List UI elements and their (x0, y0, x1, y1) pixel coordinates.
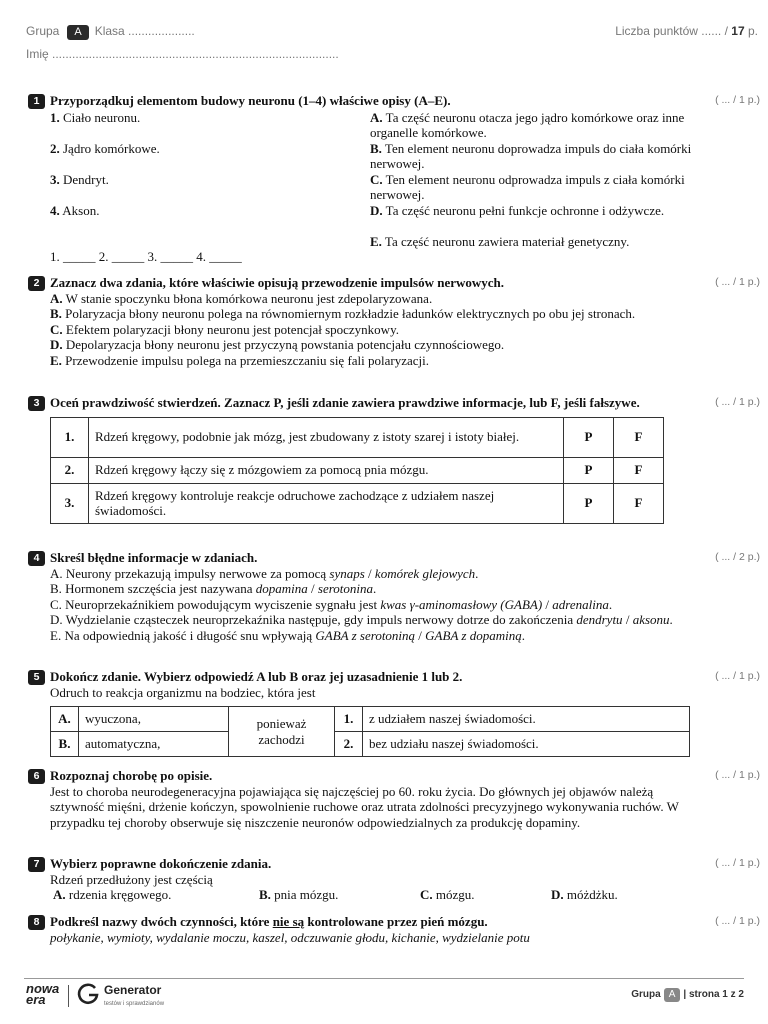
option-a[interactable]: A. rdzenia kręgowego. (53, 887, 172, 902)
task-question: Przyporządkuj elementom budowy neuronu (1–4) właściwe opisy (A–E). (50, 93, 451, 108)
class-field[interactable]: Klasa .................... (94, 24, 195, 38)
option-b-text[interactable]: automatyczna, (79, 732, 229, 757)
footer-group-badge: A (664, 988, 681, 1002)
task-number: 7 (28, 857, 45, 872)
choice[interactable]: dendrytu (576, 612, 623, 627)
option-b[interactable]: B. pnia mózgu. (259, 887, 339, 902)
description-item: D. Ta część neuronu pełni funkcje ochronne i odżywcze. (370, 202, 665, 218)
part-item: 1. Ciało neuronu. (50, 109, 141, 125)
false-cell[interactable]: F (614, 417, 664, 457)
table-row (51, 457, 664, 483)
row-number: 1. (51, 417, 89, 457)
true-cell[interactable]: P (564, 457, 614, 483)
task-question: Rozpoznaj chorobę po opisie. (50, 768, 213, 783)
nowa-era-logo: nowa era (26, 981, 60, 1007)
choice[interactable]: komórek glejowych (374, 565, 476, 581)
task-8 (28, 914, 760, 945)
task-4 (28, 550, 760, 643)
part-item: 2. Jądro komórkowe. (50, 140, 160, 156)
name-field[interactable]: Imię ...................................................................................... (26, 47, 339, 61)
task-2 (28, 275, 760, 368)
table-row (51, 707, 690, 732)
task-number: 4 (28, 551, 45, 566)
option-a-key[interactable]: A. (51, 707, 79, 732)
task-question: Wybierz poprawne dokończenie zdania. (50, 856, 272, 871)
task-points: ( ... / 1 p.) (715, 396, 760, 408)
option-d[interactable]: D. móżdżku. (551, 887, 618, 902)
statement: Rdzeń kręgowy łączy się z mózgowiem za pomocą pnia mózgu. (89, 457, 564, 483)
task-number: 6 (28, 769, 45, 784)
task-points: ( ... / 2 p.) (715, 551, 760, 563)
true-false-table (50, 417, 664, 524)
choice-table (50, 706, 690, 757)
choice[interactable]: GABA z serotoniną (315, 627, 416, 643)
group-label: Grupa (26, 24, 60, 38)
points-unit: p. (747, 24, 758, 38)
reason-1-key[interactable]: 1. (335, 707, 363, 732)
option-c[interactable]: C. Efektem polaryzacji błony neuronu jest potencjał spoczynkowy. (50, 321, 399, 337)
task-number: 1 (28, 94, 45, 109)
task-number: 2 (28, 276, 45, 291)
true-cell[interactable]: P (564, 483, 614, 523)
statement: Rdzeń kręgowy kontroluje reakcje odruchowe zachodzące z udziałem naszej świadomości. (89, 483, 564, 523)
task-points: ( ... / 1 p.) (715, 769, 760, 781)
task-7 (28, 856, 760, 903)
page-footer (24, 978, 744, 1018)
false-cell[interactable]: F (614, 457, 664, 483)
task-3 (28, 395, 760, 524)
task-stem: Odruch to reakcja organizmu na bodziec, która jest (50, 684, 316, 700)
description-item: E. Ta część neuronu zawiera materiał genetyczny. (370, 233, 630, 249)
choice[interactable]: adrenalina (552, 596, 609, 612)
task-question: Podkreśl nazwy dwóch czynności, które nie są kontrolowane przez pień mózgu. (50, 914, 488, 929)
task-points: ( ... / 1 p.) (715, 94, 760, 106)
option-d[interactable]: D. Depolaryzacja błony neuronu jest przyczyną powstania potencjału czynnościowego. (50, 337, 505, 352)
description-item: B. Ten element neuronu doprowadza impuls do ciała komórki nerwowej. (370, 140, 692, 171)
description-item: A. Ta część neuronu otacza jego jądro komórkowe oraz inne organelle komórkowe. (370, 109, 685, 140)
connector: ponieważ zachodzi (229, 707, 335, 757)
points-label: Liczba punktów ...... / (615, 24, 728, 38)
task-question: Skreśl błędne informacje w zdaniach. (50, 550, 258, 565)
option-e[interactable]: E. Przewodzenie impulsu polega na przemieszczaniu się fali polaryzacji. (50, 352, 430, 368)
task-points: ( ... / 1 p.) (715, 670, 760, 682)
generator-logo-subtitle: testów i sprawdzianów (104, 1001, 165, 1007)
logo-divider (68, 985, 69, 1007)
option-a[interactable]: A. W stanie spoczynku błona komórkowa neuronu jest zdepolaryzowana. (50, 290, 433, 306)
answer-line[interactable]: 1. _____ 2. _____ 3. _____ 4. _____ (50, 249, 242, 264)
task-points: ( ... / 1 p.) (715, 915, 760, 927)
choice[interactable]: GABA z dopaminą (425, 627, 522, 643)
table-row (51, 483, 664, 523)
table-row (51, 732, 690, 757)
task-points: ( ... / 1 p.) (715, 857, 760, 869)
reason-2-key[interactable]: 2. (335, 732, 363, 757)
task-stem: Rdzeń przedłużony jest częścią (50, 871, 213, 887)
header-group (26, 24, 195, 40)
descriptions-list (370, 110, 710, 250)
choice[interactable]: dopamina (255, 581, 308, 596)
reason-2-text[interactable]: bez udziału naszej świadomości. (363, 732, 690, 757)
page-info: Grupa A | strona 1 z 2 (631, 989, 744, 1000)
sentence-a: A. Neurony przekazują impulsy nerwowe za pomocą synaps / komórek glejowych. (50, 565, 479, 581)
generator-logo-icon (76, 982, 100, 1006)
sentence-b: B. Hormonem szczęścia jest nazywana dopamina / serotonina. (50, 581, 377, 596)
row-number: 3. (51, 483, 89, 523)
task-question: Dokończ zdanie. Wybierz odpowiedź A lub B oraz jej uzasadnienie 1 lub 2. (50, 669, 463, 684)
choice[interactable]: serotonina (317, 581, 374, 596)
task-question: Oceń prawdziwość stwierdzeń. Zaznacz P, jeśli zdanie zawiera prawdziwe informacje, lub F, jeśli fałszywe. (50, 395, 640, 410)
sentence-d: D. Wydzielanie cząsteczek neuroprzekaźnika następuje, gdy impuls nerwowy dotrze do zakończenia dendrytu / aksonu. (50, 612, 673, 627)
task-6 (28, 768, 760, 830)
choice[interactable]: synaps (329, 565, 365, 581)
description-item: C. Ten element neuronu odprowadza impuls z ciała komórki nerwowej. (370, 171, 685, 202)
task-number: 3 (28, 396, 45, 411)
task-1 (28, 93, 760, 265)
task-points: ( ... / 1 p.) (715, 276, 760, 288)
choice[interactable]: kwas γ-aminomasłowy (GABA) (380, 596, 543, 612)
option-b[interactable]: B. Polaryzacja błony neuronu polega na równomiernym rozkładzie ładunków elektrycznych po obu jej stronach. (50, 306, 636, 321)
option-b-key[interactable]: B. (51, 732, 79, 757)
true-cell[interactable]: P (564, 417, 614, 457)
reason-1-text[interactable]: z udziałem naszej świadomości. (363, 707, 690, 732)
row-number: 2. (51, 457, 89, 483)
task-text: Jest to choroba neurodegeneracyjna pojawiająca się najczęściej po 60. roku życia. Do głównych jej objawów należą sztywność mięśni, drżenie kończyn, spowolnienie ruchowe oraz utrata zdolności precyzyjnego wykonywania ruchów. W przypadku tej choroby obserwuje się niszczenie neuronów odpowiedzialnych za produkcję dopaminy. (50, 783, 679, 830)
option-c[interactable]: C. mózgu. (420, 887, 475, 902)
neuron-parts-list (50, 110, 370, 250)
option-a-text[interactable]: wyuczona, (79, 707, 229, 732)
part-item: 3. Dendryt. (50, 171, 109, 187)
choice[interactable]: aksonu (632, 612, 670, 627)
activity-words[interactable]: połykanie, wymioty, wydalanie moczu, kaszel, odczuwanie głodu, kichanie, wydzielanie potu (50, 929, 530, 945)
sentence-c: C. Neuroprzekaźnikiem powodującym wyciszenie sygnału jest kwas γ-aminomasłowy (GABA) / adrenalina. (50, 596, 613, 612)
generator-logo-text: Generator (104, 983, 162, 997)
table-row (51, 417, 664, 457)
task-5 (28, 669, 760, 757)
statement: Rdzeń kręgowy, podobnie jak mózg, jest zbudowany z istoty szarej i istoty białej. (89, 417, 564, 457)
sentence-e: E. Na odpowiednią jakość i długość snu wpływają GABA z serotoniną / GABA z dopaminą. (50, 627, 525, 643)
group-badge: A (67, 25, 88, 40)
points-summary (615, 24, 758, 40)
task-question: Zaznacz dwa zdania, które właściwie opisują przewodzenie impulsów nerwowych. (50, 275, 505, 290)
points-total: 17 (731, 24, 745, 38)
part-item: 4. Akson. (50, 202, 100, 218)
task-number: 5 (28, 670, 45, 685)
task-number: 8 (28, 915, 45, 930)
false-cell[interactable]: F (614, 483, 664, 523)
